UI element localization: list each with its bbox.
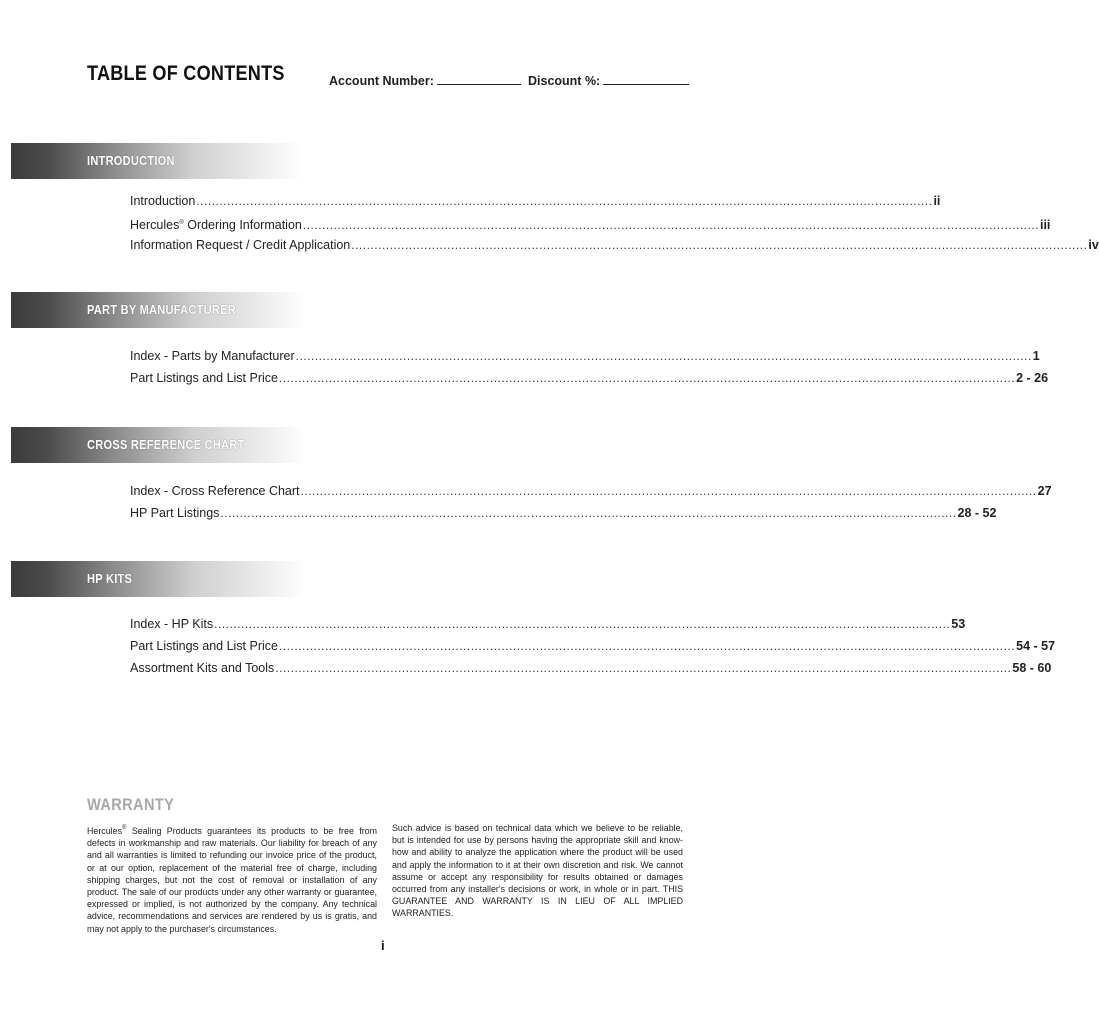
- toc-entry-label: Information Request / Credit Application: [130, 238, 351, 252]
- leader-dots: ................................................................................................................................................................................................: [302, 218, 1039, 232]
- toc-entry-label: Assortment Kits and Tools: [130, 661, 275, 675]
- account-number-label: Account Number:: [329, 74, 434, 88]
- leader-dots: ................................................................................................................................................................................................: [279, 371, 1016, 385]
- section-heading: CROSS REFERENCE CHART: [87, 437, 245, 452]
- section-band-hp-kits: [11, 561, 307, 597]
- leader-dots: ................................................................................................................................................................................................: [279, 639, 1016, 653]
- section-band-introduction: [11, 143, 303, 179]
- toc-entry[interactable]: [130, 367, 1049, 389]
- toc-entry[interactable]: [130, 212, 1051, 234]
- toc-entry[interactable]: [130, 480, 1052, 502]
- toc-entry[interactable]: [130, 234, 1099, 256]
- discount-field: [528, 72, 689, 88]
- section-heading: INTRODUCTION: [87, 153, 175, 168]
- section-band-part-by-manufacturer: [11, 292, 307, 328]
- toc-list-part-by-manufacturer: [130, 345, 1049, 389]
- toc-entry-label: HP Part Listings: [130, 506, 220, 520]
- section-band-cross-reference-chart: [11, 427, 307, 463]
- toc-list-hp-kits: [130, 613, 1056, 679]
- section-heading: PART BY MANUFACTURER: [87, 302, 236, 317]
- leader-dots: ................................................................................................................................................................................................: [196, 194, 933, 208]
- toc-entry-label: Index - HP Kits: [130, 617, 214, 631]
- page-number: i: [381, 938, 385, 953]
- page-title: TABLE OF CONTENTS: [87, 62, 285, 85]
- leader-dots: ................................................................................................................................................................................................: [275, 661, 1012, 675]
- account-number-field: [329, 72, 521, 88]
- toc-entry-label: Hercules® Ordering Information: [130, 218, 302, 232]
- toc-entry-page: 27: [1037, 484, 1052, 498]
- toc-entry[interactable]: [130, 190, 941, 212]
- warranty-text-left: Hercules® Sealing Products guarantees its products to be free from defects in workmanship and raw materials. Our liability for breach of any and all warranties is limited to refunding our invoice price of the product, or at our option, replacement of the material free of charge, including shipping charges, but not the cost of removal or installation of any product. The sale of our products under any other warranty or guarantee, expressed or implied, is not authorized by the company. Any technical advice, recommendations and services are rendered by us is gratis, and may not apply to the purchaser's circumstances.: [87, 825, 377, 934]
- toc-entry-page: 53: [951, 617, 966, 631]
- toc-list-cross-reference-chart: [130, 480, 1052, 524]
- leader-dots: ................................................................................................................................................................................................: [351, 238, 1088, 252]
- discount-label: Discount %:: [528, 74, 601, 88]
- leader-dots: ................................................................................................................................................................................................: [300, 484, 1037, 498]
- toc-entry-label: Index - Cross Reference Chart: [130, 484, 300, 498]
- toc-entry-label: Index - Parts by Manufacturer: [130, 349, 295, 363]
- toc-entry[interactable]: [130, 345, 1040, 367]
- toc-entry[interactable]: [130, 502, 997, 524]
- toc-entry-label: Introduction: [130, 194, 196, 208]
- toc-entry-page: ii: [933, 194, 941, 208]
- toc-entry[interactable]: [130, 613, 966, 635]
- toc-entry-page: 1: [1032, 349, 1040, 363]
- toc-entry-label: Part Listings and List Price: [130, 639, 278, 653]
- toc-list-introduction: [130, 190, 1099, 256]
- discount-blank: [603, 72, 689, 85]
- toc-entry-page: 54 - 57: [1016, 639, 1056, 653]
- warranty-heading: WARRANTY: [87, 795, 175, 814]
- leader-dots: ................................................................................................................................................................................................: [220, 506, 957, 520]
- toc-entry-page: 58 - 60: [1012, 661, 1052, 675]
- toc-entry-page: iv: [1088, 238, 1099, 252]
- leader-dots: ................................................................................................................................................................................................: [295, 349, 1032, 363]
- section-heading: HP KITS: [87, 571, 133, 586]
- toc-entry[interactable]: [130, 635, 1056, 657]
- toc-entry-page: 28 - 52: [957, 506, 997, 520]
- warranty-text-right: Such advice is based on technical data which we believe to be reliable, but is intended for use by persons having the appropriate skill and know-how and ability to analyze the application where the product will be used and apply the information to it at their own discretion and risk. We cannot assume or accept any responsibility for results obtained or damages occurred from any installer's decisions or work, in whole or in part. THIS GUARANTEE AND WARRANTY IS IN LIEU OF ALL IMPLIED WARRANTIES.: [392, 823, 683, 919]
- account-number-blank: [437, 72, 521, 85]
- toc-entry[interactable]: [130, 657, 1052, 679]
- leader-dots: ................................................................................................................................................................................................: [214, 617, 951, 631]
- toc-entry-page: 2 - 26: [1016, 371, 1049, 385]
- toc-entry-label: Part Listings and List Price: [130, 371, 278, 385]
- toc-entry-page: iii: [1039, 218, 1051, 232]
